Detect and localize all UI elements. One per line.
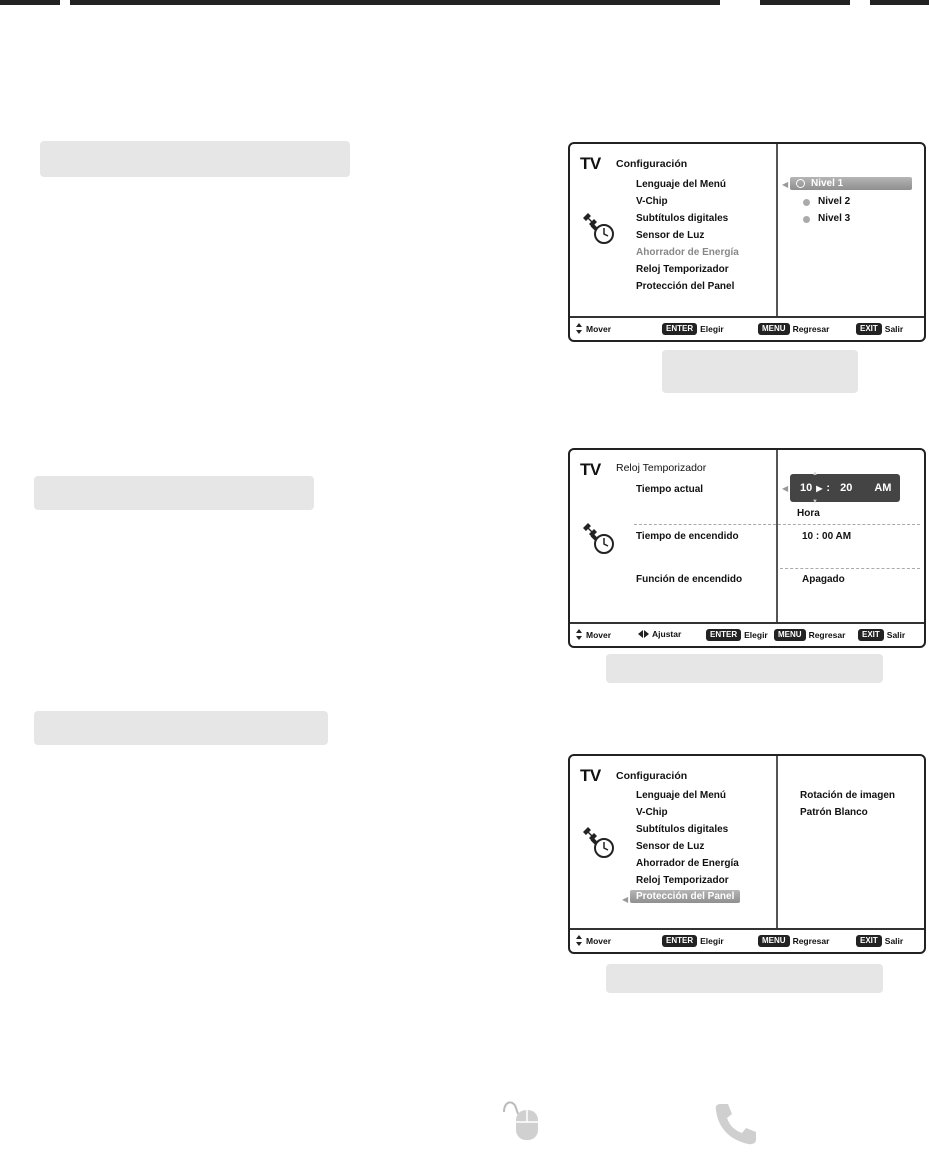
menu-item-light-sensor[interactable]: Sensor de Luz bbox=[636, 841, 705, 852]
menu-title: Reloj Temporizador bbox=[616, 462, 707, 474]
option-level-2[interactable]: Nivel 2 bbox=[818, 196, 851, 207]
panel-divider bbox=[776, 450, 778, 622]
up-down-arrow-icon bbox=[576, 323, 583, 334]
footer-menu-label: Regresar bbox=[792, 324, 830, 334]
radio-icon bbox=[803, 216, 810, 223]
tv-brand: TV bbox=[580, 460, 601, 479]
option-level-1[interactable] bbox=[790, 177, 912, 190]
footer-divider bbox=[570, 622, 924, 624]
footer-menu bbox=[774, 629, 845, 641]
menu-key: MENU bbox=[774, 629, 806, 641]
footer-enter-label: Elegir bbox=[744, 630, 768, 640]
panel-divider bbox=[776, 756, 778, 928]
panel-divider bbox=[776, 144, 778, 316]
footer-move bbox=[576, 935, 611, 946]
down-arrow-icon: ▼ bbox=[812, 499, 818, 505]
footer-exit-label: Salir bbox=[884, 324, 904, 334]
osd-screen-panel-protection bbox=[568, 754, 926, 954]
menu-title: Configuración bbox=[616, 770, 688, 782]
menu-title: Configuración bbox=[616, 158, 688, 170]
menu-item-panel-protection[interactable]: Protección del Panel bbox=[630, 890, 740, 903]
left-arrow-indicator: ◀ bbox=[782, 180, 789, 189]
caption-bar-1 bbox=[662, 350, 858, 393]
top-rule bbox=[0, 0, 929, 6]
menu-key: MENU bbox=[758, 323, 790, 335]
footer-enter bbox=[706, 629, 768, 641]
footer-enter bbox=[662, 323, 724, 335]
exit-key: EXIT bbox=[858, 629, 884, 641]
menu-item-vchip[interactable]: V-Chip bbox=[636, 807, 668, 818]
up-down-arrow-icon bbox=[576, 935, 583, 946]
exit-key: EXIT bbox=[856, 935, 882, 947]
footer-menu bbox=[758, 323, 829, 335]
tv-brand: TV bbox=[580, 766, 601, 785]
osd-footer bbox=[570, 320, 924, 338]
option-image-rotation[interactable]: Rotación de imagen bbox=[800, 790, 896, 801]
footer-enter-label: Elegir bbox=[700, 324, 724, 334]
osd-screen-setup-vchip bbox=[568, 142, 926, 342]
footer-enter bbox=[662, 935, 724, 947]
phone-icon bbox=[712, 1100, 758, 1146]
osd-screen-sleep-timer bbox=[568, 448, 926, 648]
row-on-function[interactable]: Función de encendido bbox=[636, 574, 743, 585]
option-white-pattern[interactable]: Patrón Blanco bbox=[800, 807, 868, 818]
row-current-time[interactable]: Tiempo actual bbox=[636, 484, 704, 495]
mouse-icon bbox=[500, 1098, 542, 1142]
footer-move bbox=[576, 629, 611, 640]
footer-exit-label: Salir bbox=[886, 630, 906, 640]
time-colon: : bbox=[826, 482, 831, 494]
time-minute[interactable]: 20 bbox=[840, 482, 853, 494]
time-ampm[interactable]: AM bbox=[874, 482, 892, 494]
wrench-clock-icon bbox=[580, 210, 616, 246]
rule-segment bbox=[0, 0, 60, 5]
row-separator bbox=[780, 568, 920, 569]
rule-segment bbox=[70, 0, 720, 5]
footer-adjust bbox=[638, 629, 681, 639]
left-right-arrow-icon bbox=[638, 630, 649, 638]
tv-brand: TV bbox=[580, 154, 601, 173]
wrench-clock-icon bbox=[580, 520, 616, 556]
enter-key: ENTER bbox=[662, 935, 697, 947]
osd-footer bbox=[570, 626, 924, 644]
option-label: Nivel 1 bbox=[811, 178, 844, 189]
wrench-clock-icon bbox=[580, 824, 616, 860]
rule-segment bbox=[760, 0, 850, 5]
on-function-value: Apagado bbox=[802, 574, 845, 585]
row-separator bbox=[634, 524, 920, 525]
menu-item-digital-captions[interactable]: Subtítulos digitales bbox=[636, 213, 729, 224]
footer-move bbox=[576, 323, 611, 334]
placeholder-bar-1 bbox=[40, 141, 350, 177]
row-on-time[interactable]: Tiempo de encendido bbox=[636, 531, 739, 542]
enter-key: ENTER bbox=[706, 629, 741, 641]
footer-move-label: Mover bbox=[586, 323, 612, 334]
radio-icon bbox=[796, 179, 805, 188]
footer-exit-label: Salir bbox=[884, 936, 904, 946]
exit-key: EXIT bbox=[856, 323, 882, 335]
footer-move-label: Mover bbox=[586, 935, 612, 946]
option-level-3[interactable]: Nivel 3 bbox=[818, 213, 851, 224]
enter-key: ENTER bbox=[662, 323, 697, 335]
menu-key: MENU bbox=[758, 935, 790, 947]
footer-adjust-label: Ajustar bbox=[652, 629, 682, 639]
placeholder-bar-3 bbox=[34, 711, 328, 745]
menu-item-sleep-timer[interactable]: Reloj Temporizador bbox=[636, 875, 729, 886]
up-down-arrow-icon bbox=[576, 629, 583, 640]
current-time-editor[interactable] bbox=[790, 471, 900, 505]
footer-move-label: Mover bbox=[586, 629, 612, 640]
menu-item-light-sensor[interactable]: Sensor de Luz bbox=[636, 230, 705, 241]
footer-enter-label: Elegir bbox=[700, 936, 724, 946]
menu-item-energy-saver[interactable]: Ahorrador de Energía bbox=[636, 247, 739, 258]
menu-item-energy-saver[interactable]: Ahorrador de Energía bbox=[636, 858, 739, 869]
footer-menu-label: Regresar bbox=[792, 936, 830, 946]
on-time-value: 10 : 00 AM bbox=[802, 531, 852, 542]
placeholder-bar-2 bbox=[34, 476, 314, 510]
menu-item-vchip[interactable]: V-Chip bbox=[636, 196, 668, 207]
menu-item-menu-language[interactable]: Lenguaje del Menú bbox=[636, 790, 727, 801]
footer-exit bbox=[858, 629, 905, 641]
footer-exit bbox=[856, 935, 903, 947]
footer-menu-label: Regresar bbox=[808, 630, 846, 640]
left-arrow-indicator: ◀ bbox=[782, 484, 789, 493]
footer-divider bbox=[570, 316, 924, 318]
up-arrow-icon: ▲ bbox=[812, 471, 818, 477]
radio-icon bbox=[803, 199, 810, 206]
footer-divider bbox=[570, 928, 924, 930]
right-arrow-icon: ▶ bbox=[816, 483, 823, 493]
rule-segment bbox=[870, 0, 929, 5]
menu-item-digital-captions[interactable]: Subtítulos digitales bbox=[636, 824, 729, 835]
footer-menu bbox=[758, 935, 829, 947]
osd-footer bbox=[570, 932, 924, 950]
footer-exit bbox=[856, 323, 903, 335]
menu-item-sleep-timer[interactable]: Reloj Temporizador bbox=[636, 264, 729, 275]
time-field-label: Hora bbox=[797, 508, 820, 519]
menu-item-panel-protection[interactable]: Protección del Panel bbox=[636, 281, 735, 292]
caption-bar-2 bbox=[606, 654, 883, 683]
menu-item-menu-language[interactable]: Lenguaje del Menú bbox=[636, 179, 727, 190]
caption-bar-3 bbox=[606, 964, 883, 993]
left-arrow-indicator: ◀ bbox=[622, 895, 629, 904]
time-hour[interactable]: 10 bbox=[800, 482, 813, 494]
